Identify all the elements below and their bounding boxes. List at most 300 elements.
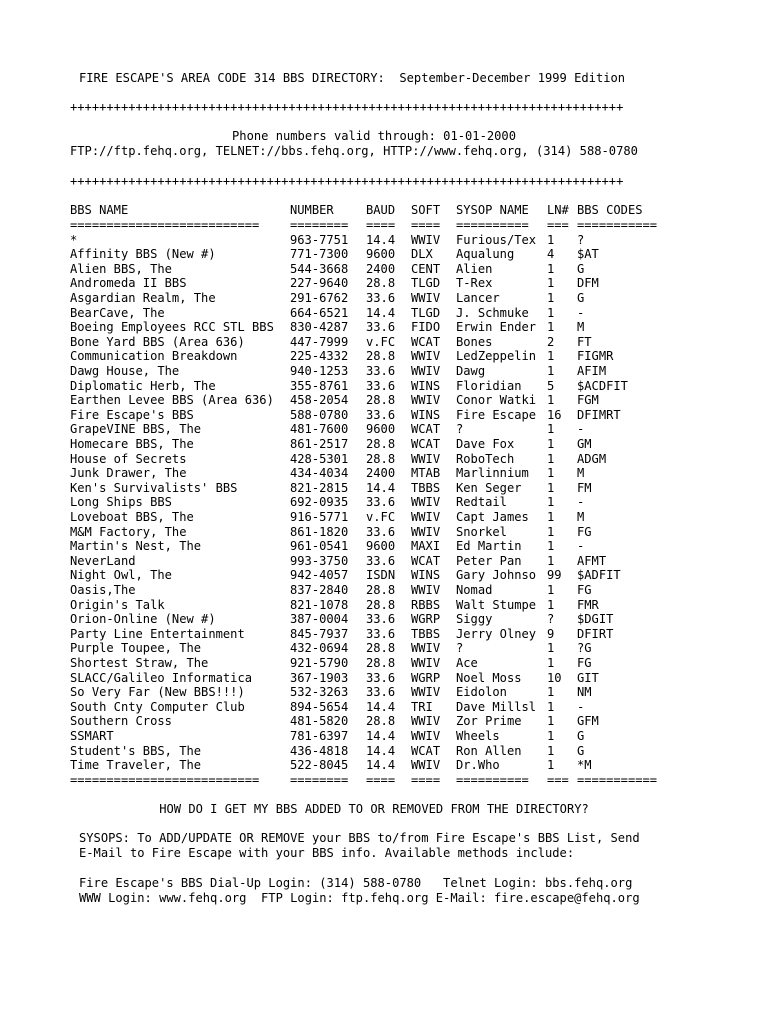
cell-bbs-name: Affinity BBS (New #) [70,247,216,262]
cell-line-count: 1 [547,364,555,378]
cell-sysop-name: Bones [456,334,493,349]
cell-sysop-name: LedZeppelin [456,349,537,364]
cell-bbs-name: Alien BBS, The [70,261,172,276]
separator-name: ========================== [70,218,260,232]
cell-sysop-name: Jerry Olney [456,626,537,641]
separator-name: ========================== [70,772,260,787]
cell-baud: 33.6 [366,378,396,393]
cell-bbs-codes: FGM [577,393,599,408]
table-row [70,349,680,364]
cell-bbs-name: SLACC/Galileo Informatica [70,670,253,685]
cell-bbs-name: Boeing Employees RCC STL BBS [70,320,274,335]
table-row [70,539,680,554]
cell-baud: 2400 [366,261,396,276]
cell-soft: WINS [411,378,441,393]
cell-bbs-codes: G [577,729,585,743]
cell-soft: WWIV [411,393,441,408]
cell-bbs-codes: AFMT [577,553,607,568]
cell-number: 894-5654 [290,699,349,714]
cell-number: 963-7751 [290,232,349,247]
page-title: FIRE ESCAPE'S AREA CODE 314 BBS DIRECTORY: September-December 1999 Edition [79,71,626,85]
cell-soft: CENT [411,261,441,276]
cell-sysop-name: Capt James [456,510,529,524]
table-row [70,627,680,642]
cell-baud: 28.8 [366,437,396,451]
cell-soft: MTAB [411,466,441,481]
table-row [70,583,680,598]
cell-line-count: 1 [547,320,555,335]
cell-number: 355-8761 [290,378,349,393]
cell-baud: ISDN [366,568,396,583]
cell-baud: v.FC [366,334,396,349]
cell-baud: 28.8 [366,656,396,670]
cell-soft: TLGD [411,276,441,291]
cell-soft: TBBS [411,480,441,495]
faq-question: HOW DO I GET MY BBS ADDED TO OR REMOVED FROM THE DIRECTORY? [159,802,589,816]
table-row [70,437,680,452]
table-row [70,700,680,715]
cell-bbs-codes: G [577,261,585,276]
cell-soft: WWIV [411,291,441,305]
cell-bbs-codes: ?G [577,641,592,656]
cell-sysop-name: ? [456,641,464,656]
table-row [70,466,680,481]
cell-line-count: 1 [547,451,555,466]
separator-number: ======== [290,772,349,787]
cell-number: 225-4332 [290,349,349,364]
cell-baud: 14.4 [366,305,396,320]
cell-bbs-codes: GIT [577,670,599,685]
cell-line-count: 1 [547,291,555,305]
cell-bbs-name: Purple Toupee, The [70,641,202,656]
cell-sysop-name: Furious/Tex [456,232,537,247]
cell-line-count: 99 [547,568,562,583]
cell-bbs-name: Loveboat BBS, The [70,510,194,524]
cell-bbs-name: Fire Escape's BBS [70,407,194,422]
table-header-row [70,203,680,218]
cell-bbs-codes: DFIMRT [577,407,621,422]
table-row [70,364,680,379]
cell-soft: RBBS [411,597,441,612]
cell-sysop-name: Lancer [456,291,500,305]
cell-baud: 28.8 [366,597,396,612]
separator-sysop: ========== [456,218,529,232]
cell-bbs-name: Diplomatic Herb, The [70,378,216,393]
cell-sysop-name: Conor Watki [456,393,537,408]
cell-number: 961-0541 [290,539,349,554]
cell-line-count: 1 [547,524,555,539]
header-bbs-name: BBS NAME [70,203,129,217]
cell-sysop-name: Eidolon [456,685,507,700]
cell-number: 942-4057 [290,568,349,583]
cell-line-count: 1 [547,714,555,729]
cell-bbs-name: Party Line Entertainment [70,626,245,641]
cell-line-count: 1 [547,261,555,276]
cell-baud: v.FC [366,510,396,524]
cell-line-count: 16 [547,407,562,422]
cell-line-count: 1 [547,553,555,568]
cell-sysop-name: Wheels [456,729,500,743]
cell-sysop-name: Floridian [456,378,522,393]
table-row [70,729,680,744]
header-line-count: LN# [547,203,569,217]
cell-bbs-codes: - [577,305,585,320]
cell-sysop-name: Peter Pan [456,553,522,568]
cell-baud: 33.6 [366,291,396,305]
cell-baud: 14.4 [366,480,396,495]
cell-line-count: 1 [547,685,555,700]
separator-baud: ==== [366,218,396,232]
table-row [70,422,680,437]
cell-baud: 33.6 [366,553,396,568]
table-row [70,495,680,510]
cell-bbs-codes: $AT [577,247,599,262]
cell-bbs-name: Night Owl, The [70,568,172,583]
cell-number: 458-2054 [290,393,349,408]
cell-soft: WWIV [411,510,441,524]
cell-sysop-name: Aqualung [456,247,515,262]
cell-bbs-name: South Cnty Computer Club [70,699,245,714]
cell-line-count: 1 [547,641,555,656]
cell-bbs-name: House of Secrets [70,451,187,466]
cell-number: 940-1253 [290,364,349,378]
cell-bbs-name: Martin's Nest, The [70,539,202,554]
table-separator-bottom [70,773,680,788]
table-row [70,379,680,394]
valid-through-line: Phone numbers valid through: 01-01-2000 [232,129,516,143]
cell-bbs-codes: FMR [577,597,599,612]
cell-line-count: 1 [547,597,555,612]
separator-codes: =========== [577,218,658,232]
cell-bbs-name: Time Traveler, The [70,758,202,773]
cell-number: 837-2840 [290,583,349,597]
cell-bbs-codes: ? [577,232,585,247]
table-row [70,656,680,671]
cell-baud: 28.8 [366,451,396,466]
cell-soft: WGRP [411,612,441,627]
table-row [70,685,680,700]
separator-soft: ==== [411,218,441,232]
cell-bbs-name: NeverLand [70,553,136,568]
table-row [70,452,680,467]
cell-bbs-codes: M [577,466,585,481]
cell-line-count: 1 [547,305,555,320]
access-methods-line: FTP://ftp.fehq.org, TELNET://bbs.fehq.org, HTTP://www.fehq.org, (314) 588-0780 [70,144,638,158]
cell-baud: 33.6 [366,320,396,335]
table-row [70,276,680,291]
cell-soft: WCAT [411,437,441,451]
cell-sysop-name: Nomad [456,583,493,597]
cell-soft: TBBS [411,626,441,641]
cell-line-count: 2 [547,334,555,349]
cell-line-count: 1 [547,758,555,773]
table-row [70,554,680,569]
cell-soft: WWIV [411,641,441,656]
table-row [70,393,680,408]
cell-soft: WWIV [411,656,441,670]
table-row [70,481,680,496]
cell-bbs-name: Ken's Survivalists' BBS [70,480,238,495]
cell-soft: WINS [411,407,441,422]
cell-bbs-codes: FG [577,656,592,670]
cell-bbs-name: SSMART [70,729,114,743]
cell-soft: WCAT [411,553,441,568]
cell-sysop-name: Dave Fox [456,437,515,451]
cell-bbs-codes: AFIM [577,364,607,378]
cell-number: 481-7600 [290,422,349,437]
table-separator-top [70,218,680,233]
separator-codes: =========== [577,772,658,787]
separator-ln: === [547,772,569,787]
table-row [70,744,680,759]
cell-number: 830-4287 [290,320,349,335]
table-row [70,510,680,525]
cell-line-count: 1 [547,422,555,437]
cell-line-count: 5 [547,378,555,393]
plus-rule-bottom: ++++++++++++++++++++++++++++++++++++++++++++++++++++++++++++++++++++++++++++ [70,174,624,188]
separator-sysop: ========== [456,772,529,787]
cell-baud: 28.8 [366,714,396,729]
table-row [70,714,680,729]
cell-soft: WWIV [411,583,441,597]
cell-sysop-name: Alien [456,261,493,276]
cell-baud: 33.6 [366,524,396,539]
table-row [70,262,680,277]
cell-sysop-name: Ken Seger [456,480,522,495]
cell-bbs-codes: NM [577,685,592,700]
cell-baud: 9600 [366,539,396,554]
cell-number: 916-5771 [290,510,349,524]
cell-baud: 28.8 [366,641,396,656]
cell-soft: WWIV [411,714,441,729]
cell-number: 291-6762 [290,291,349,305]
cell-bbs-codes: - [577,422,585,437]
cell-line-count: 1 [547,510,555,524]
sysops-instructions-line-2: E-Mail to Fire Escape with your BBS info. Available methods include: [79,846,575,860]
cell-number: 861-2517 [290,437,349,451]
cell-line-count: ? [547,612,555,627]
cell-bbs-name: Dawg House, The [70,364,180,378]
header-number: NUMBER [290,203,334,217]
cell-number: 921-5790 [290,656,349,670]
cell-bbs-codes: FG [577,524,592,539]
cell-baud: 28.8 [366,393,396,408]
cell-bbs-name: Shortest Straw, The [70,656,209,670]
cell-line-count: 4 [547,247,555,262]
table-row [70,291,680,306]
cell-number: 367-1903 [290,670,349,685]
cell-baud: 14.4 [366,758,396,773]
cell-line-count: 1 [547,393,555,408]
cell-bbs-name: Oasis,The [70,583,136,597]
cell-bbs-codes: FG [577,583,592,597]
cell-soft: WWIV [411,495,441,510]
cell-baud: 28.8 [366,349,396,364]
table-row [70,612,680,627]
cell-baud: 14.4 [366,232,396,247]
cell-line-count: 1 [547,699,555,714]
cell-bbs-codes: M [577,510,585,524]
cell-bbs-name: Homecare BBS, The [70,437,194,451]
cell-soft: FIDO [411,320,441,335]
cell-soft: WINS [411,568,441,583]
cell-sysop-name: RoboTech [456,451,515,466]
cell-bbs-name: Southern Cross [70,714,172,729]
cell-bbs-codes: G [577,743,585,758]
sysops-instructions-line-1: SYSOPS: To ADD/UPDATE OR REMOVE your BBS to/from Fire Escape's BBS List, Send [79,831,640,845]
cell-baud: 33.6 [366,407,396,422]
cell-sysop-name: Dave Millsl [456,699,537,714]
cell-line-count: 1 [547,349,555,364]
cell-soft: WCAT [411,743,441,758]
cell-soft: WWIV [411,349,441,364]
cell-soft: WWIV [411,685,441,700]
cell-line-count: 1 [547,466,555,481]
separator-baud: ==== [366,772,396,787]
cell-soft: WGRP [411,670,441,685]
cell-number: 447-7999 [290,334,349,349]
cell-number: 387-0004 [290,612,349,627]
cell-bbs-name: Communication Breakdown [70,349,238,364]
cell-sysop-name: T-Rex [456,276,493,291]
cell-bbs-name: Junk Drawer, The [70,466,187,481]
cell-soft: WWIV [411,729,441,743]
cell-line-count: 1 [547,743,555,758]
cell-bbs-name: Andromeda II BBS [70,276,187,291]
separator-ln: === [547,218,569,232]
cell-bbs-name: Long Ships BBS [70,495,172,510]
cell-sysop-name: ? [456,422,464,437]
cell-sysop-name: J. Schmuke [456,305,529,320]
cell-sysop-name: Redtail [456,495,507,510]
table-row [70,408,680,423]
cell-bbs-name: So Very Far (New BBS!!!) [70,685,245,700]
cell-number: 861-1820 [290,524,349,539]
cell-number: 845-7937 [290,626,349,641]
cell-bbs-codes: G [577,291,585,305]
cell-soft: WCAT [411,334,441,349]
table-row [70,525,680,540]
cell-sysop-name: Noel Moss [456,670,522,685]
table-row [70,641,680,656]
table-row [70,758,680,773]
cell-line-count: 10 [547,670,562,685]
cell-sysop-name: Snorkel [456,524,507,539]
separator-soft: ==== [411,772,441,787]
cell-line-count: 1 [547,232,555,247]
cell-line-count: 1 [547,480,555,495]
cell-soft: WCAT [411,422,441,437]
cell-sysop-name: Siggy [456,612,493,627]
plus-rule-top: ++++++++++++++++++++++++++++++++++++++++++++++++++++++++++++++++++++++++++++ [70,100,624,114]
cell-bbs-name: M&M Factory, The [70,524,187,539]
cell-bbs-codes: - [577,699,585,714]
cell-bbs-name: GrapeVINE BBS, The [70,422,202,437]
cell-sysop-name: Marlinnium [456,466,529,481]
cell-number: 781-6397 [290,729,349,743]
cell-line-count: 1 [547,437,555,451]
header-bbs-codes: BBS CODES [577,203,643,217]
cell-bbs-name: * [70,232,78,247]
cell-bbs-codes: - [577,495,585,510]
cell-sysop-name: Zor Prime [456,714,522,729]
cell-line-count: 1 [547,729,555,743]
header-soft: SOFT [411,203,441,217]
cell-baud: 28.8 [366,583,396,597]
cell-line-count: 1 [547,276,555,291]
cell-sysop-name: Dr.Who [456,758,500,773]
cell-sysop-name: Ed Martin [456,539,522,554]
cell-bbs-codes: *M [577,758,592,773]
cell-bbs-codes: $DGIT [577,612,614,627]
cell-bbs-codes: FIGMR [577,349,614,364]
cell-number: 821-1078 [290,597,349,612]
cell-bbs-name: Student's BBS, The [70,743,202,758]
cell-number: 588-0780 [290,407,349,422]
cell-baud: 33.6 [366,670,396,685]
table-row [70,320,680,335]
cell-bbs-codes: DFIRT [577,626,614,641]
cell-bbs-codes: ADGM [577,451,607,466]
table-row [70,568,680,583]
cell-baud: 28.8 [366,276,396,291]
cell-soft: DLX [411,247,433,262]
cell-number: 664-6521 [290,305,349,320]
cell-baud: 9600 [366,422,396,437]
header-baud: BAUD [366,203,396,217]
cell-sysop-name: Erwin Ender [456,320,537,335]
cell-bbs-codes: $ADFIT [577,568,621,583]
cell-line-count: 9 [547,626,555,641]
cell-number: 532-3263 [290,685,349,700]
cell-line-count: 1 [547,583,555,597]
cell-soft: WWIV [411,232,441,247]
cell-soft: WWIV [411,524,441,539]
cell-soft: MAXI [411,539,441,554]
cell-bbs-name: Earthen Levee BBS (Area 636) [70,393,274,408]
cell-sysop-name: Gary Johnso [456,568,537,583]
cell-baud: 33.6 [366,364,396,378]
cell-baud: 33.6 [366,626,396,641]
cell-bbs-codes: GM [577,437,592,451]
table-row [70,247,680,262]
cell-soft: TLGD [411,305,441,320]
cell-bbs-name: Origin's Talk [70,597,165,612]
cell-baud: 2400 [366,466,396,481]
cell-number: 993-3750 [290,553,349,568]
cell-bbs-codes: $ACDFIT [577,378,628,393]
table-row [70,335,680,350]
cell-bbs-codes: GFM [577,714,599,729]
cell-number: 428-5301 [290,451,349,466]
cell-number: 227-9640 [290,276,349,291]
cell-number: 481-5820 [290,714,349,729]
cell-line-count: 1 [547,656,555,670]
cell-number: 434-4034 [290,466,349,481]
cell-bbs-name: Bone Yard BBS (Area 636) [70,334,245,349]
cell-baud: 33.6 [366,685,396,700]
cell-sysop-name: Ron Allen [456,743,522,758]
cell-line-count: 1 [547,539,555,554]
login-info-line-2: WWW Login: www.fehq.org FTP Login: ftp.fehq.org E-Mail: fire.escape@fehq.org [79,891,640,905]
cell-number: 522-8045 [290,758,349,773]
cell-baud: 14.4 [366,729,396,743]
cell-bbs-name: BearCave, The [70,305,165,320]
header-sysop-name: SYSOP NAME [456,203,529,217]
cell-number: 692-0935 [290,495,349,510]
cell-baud: 14.4 [366,699,396,714]
cell-sysop-name: Ace [456,656,478,670]
